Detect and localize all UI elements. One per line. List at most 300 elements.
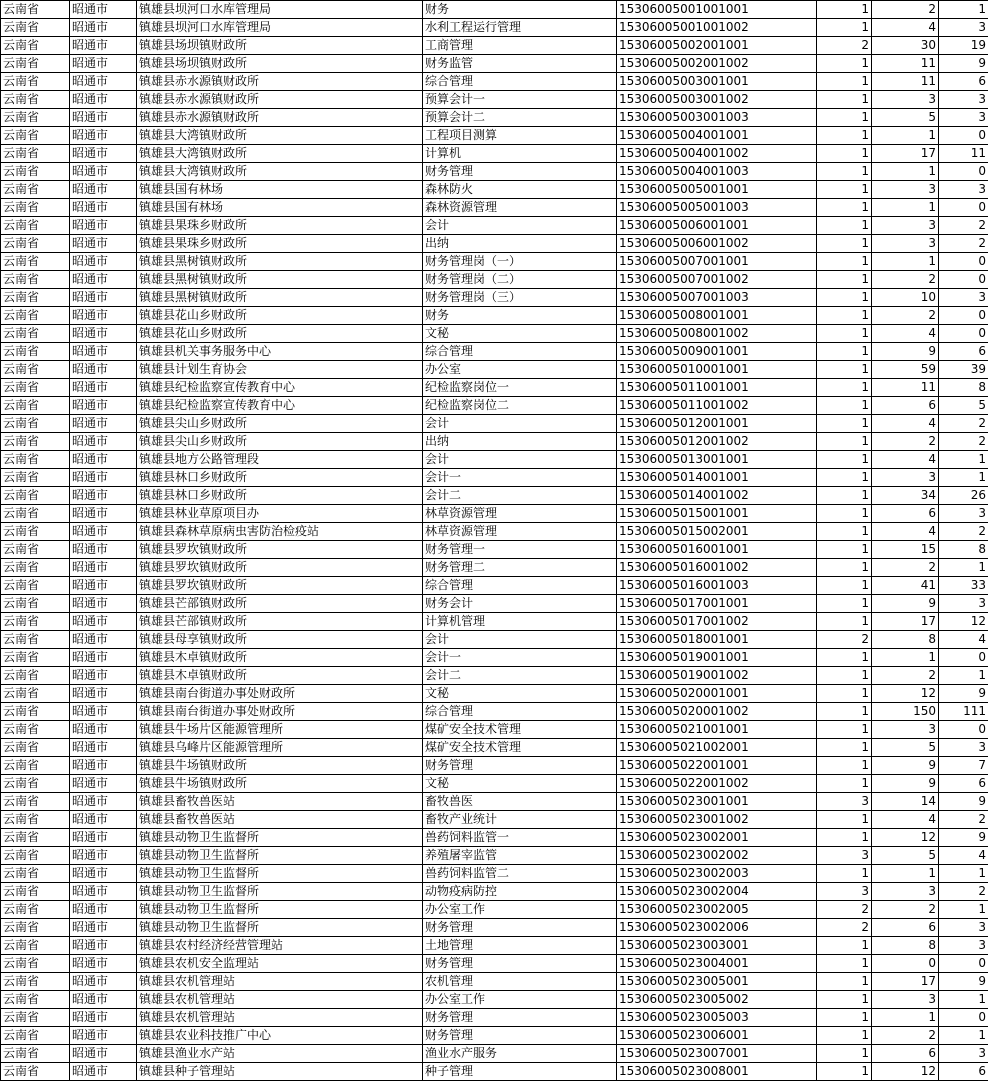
qualified-count-cell: 2: [939, 523, 988, 541]
qualified-count-cell: 3: [939, 919, 988, 937]
applicant-count-cell: 6: [872, 919, 939, 937]
province-cell: 云南省: [1, 37, 70, 55]
qualified-count-cell: 3: [939, 181, 988, 199]
position-cell: 计算机管理: [423, 613, 617, 631]
position-code-cell: 15306005002001002: [617, 55, 817, 73]
recruit-count-cell: 1: [817, 541, 872, 559]
unit-cell: 镇雄县大湾镇财政所: [137, 145, 423, 163]
position-code-cell: 15306005001001002: [617, 19, 817, 37]
position-cell: 兽药饲料监管二: [423, 865, 617, 883]
recruit-count-cell: 1: [817, 1027, 872, 1045]
position-code-cell: 15306005007001002: [617, 271, 817, 289]
unit-cell: 镇雄县畜牧兽医站: [137, 793, 423, 811]
table-row: [1, 847, 988, 865]
unit-cell: 镇雄县动物卫生监督所: [137, 865, 423, 883]
position-code-cell: 15306005016001002: [617, 559, 817, 577]
unit-cell: 镇雄县赤水源镇财政所: [137, 109, 423, 127]
recruit-count-cell: 1: [817, 757, 872, 775]
position-code-cell: 15306005005001001: [617, 181, 817, 199]
applicant-count-cell: 15: [872, 541, 939, 559]
position-cell: 林草资源管理: [423, 505, 617, 523]
city-cell: 昭通市: [70, 559, 137, 577]
province-cell: 云南省: [1, 145, 70, 163]
recruit-count-cell: 1: [817, 865, 872, 883]
applicant-count-cell: 4: [872, 523, 939, 541]
unit-cell: 镇雄县母享镇财政所: [137, 631, 423, 649]
position-cell: 财务: [423, 1, 617, 19]
unit-cell: 镇雄县动物卫生监督所: [137, 847, 423, 865]
city-cell: 昭通市: [70, 865, 137, 883]
province-cell: 云南省: [1, 775, 70, 793]
position-code-cell: 15306005010001001: [617, 361, 817, 379]
qualified-count-cell: 1: [939, 991, 988, 1009]
position-code-cell: 15306005004001002: [617, 145, 817, 163]
city-cell: 昭通市: [70, 433, 137, 451]
unit-cell: 镇雄县芒部镇财政所: [137, 595, 423, 613]
position-code-cell: 15306005023001001: [617, 793, 817, 811]
unit-cell: 镇雄县动物卫生监督所: [137, 901, 423, 919]
recruit-count-cell: 2: [817, 37, 872, 55]
applicant-count-cell: 9: [872, 775, 939, 793]
qualified-count-cell: 2: [939, 217, 988, 235]
recruit-count-cell: 1: [817, 271, 872, 289]
unit-cell: 镇雄县罗坎镇财政所: [137, 559, 423, 577]
recruit-count-cell: 1: [817, 721, 872, 739]
applicant-count-cell: 3: [872, 91, 939, 109]
province-cell: 云南省: [1, 901, 70, 919]
table-row: [1, 469, 988, 487]
qualified-count-cell: 0: [939, 307, 988, 325]
applicant-count-cell: 6: [872, 1045, 939, 1063]
city-cell: 昭通市: [70, 1027, 137, 1045]
unit-cell: 镇雄县南台街道办事处财政所: [137, 685, 423, 703]
recruit-count-cell: 2: [817, 631, 872, 649]
province-cell: 云南省: [1, 181, 70, 199]
province-cell: 云南省: [1, 595, 70, 613]
applicant-count-cell: 5: [872, 739, 939, 757]
table-row: [1, 1009, 988, 1027]
province-cell: 云南省: [1, 397, 70, 415]
table-row: [1, 775, 988, 793]
city-cell: 昭通市: [70, 793, 137, 811]
table-row: [1, 487, 988, 505]
applicant-count-cell: 3: [872, 991, 939, 1009]
province-cell: 云南省: [1, 271, 70, 289]
applicant-count-cell: 11: [872, 55, 939, 73]
qualified-count-cell: 1: [939, 865, 988, 883]
qualified-count-cell: 3: [939, 739, 988, 757]
unit-cell: 镇雄县场坝镇财政所: [137, 37, 423, 55]
position-code-cell: 15306005008001001: [617, 307, 817, 325]
position-cell: 财务管理二: [423, 559, 617, 577]
qualified-count-cell: 1: [939, 559, 988, 577]
table-row: [1, 37, 988, 55]
position-code-cell: 15306005023002003: [617, 865, 817, 883]
applicant-count-cell: 5: [872, 847, 939, 865]
recruit-count-cell: 1: [817, 415, 872, 433]
unit-cell: 镇雄县芒部镇财政所: [137, 613, 423, 631]
city-cell: 昭通市: [70, 1045, 137, 1063]
applicant-count-cell: 2: [872, 901, 939, 919]
table-row: [1, 721, 988, 739]
recruit-count-cell: 1: [817, 991, 872, 1009]
table-row: [1, 505, 988, 523]
province-cell: 云南省: [1, 541, 70, 559]
city-cell: 昭通市: [70, 541, 137, 559]
qualified-count-cell: 3: [939, 595, 988, 613]
recruit-count-cell: 1: [817, 595, 872, 613]
recruit-count-cell: 1: [817, 307, 872, 325]
applicant-count-cell: 9: [872, 757, 939, 775]
position-cell: 办公室工作: [423, 901, 617, 919]
city-cell: 昭通市: [70, 991, 137, 1009]
position-cell: 财务管理一: [423, 541, 617, 559]
unit-cell: 镇雄县果珠乡财政所: [137, 235, 423, 253]
province-cell: 云南省: [1, 307, 70, 325]
applicant-count-cell: 2: [872, 307, 939, 325]
applicant-count-cell: 1: [872, 253, 939, 271]
city-cell: 昭通市: [70, 361, 137, 379]
province-cell: 云南省: [1, 883, 70, 901]
applicant-count-cell: 6: [872, 397, 939, 415]
recruit-count-cell: 1: [817, 613, 872, 631]
position-cell: 森林资源管理: [423, 199, 617, 217]
recruit-count-cell: 1: [817, 703, 872, 721]
applicant-count-cell: 1: [872, 1009, 939, 1027]
city-cell: 昭通市: [70, 397, 137, 415]
position-code-cell: 15306005004001001: [617, 127, 817, 145]
province-cell: 云南省: [1, 235, 70, 253]
unit-cell: 镇雄县林口乡财政所: [137, 487, 423, 505]
table-row: [1, 145, 988, 163]
applicant-count-cell: 3: [872, 469, 939, 487]
city-cell: 昭通市: [70, 973, 137, 991]
qualified-count-cell: 26: [939, 487, 988, 505]
qualified-count-cell: 3: [939, 91, 988, 109]
position-cell: 渔业水产服务: [423, 1045, 617, 1063]
unit-cell: 镇雄县黑树镇财政所: [137, 271, 423, 289]
city-cell: 昭通市: [70, 487, 137, 505]
city-cell: 昭通市: [70, 649, 137, 667]
province-cell: 云南省: [1, 325, 70, 343]
position-code-cell: 15306005020001002: [617, 703, 817, 721]
position-cell: 畜牧产业统计: [423, 811, 617, 829]
unit-cell: 镇雄县南台街道办事处财政所: [137, 703, 423, 721]
city-cell: 昭通市: [70, 613, 137, 631]
unit-cell: 镇雄县黑树镇财政所: [137, 289, 423, 307]
unit-cell: 镇雄县花山乡财政所: [137, 307, 423, 325]
position-cell: 财务管理: [423, 757, 617, 775]
table-row: [1, 397, 988, 415]
applicant-count-cell: 11: [872, 73, 939, 91]
province-cell: 云南省: [1, 631, 70, 649]
position-code-cell: 15306005023008001: [617, 1063, 817, 1081]
qualified-count-cell: 0: [939, 325, 988, 343]
applicant-count-cell: 3: [872, 217, 939, 235]
position-code-cell: 15306005023007001: [617, 1045, 817, 1063]
position-code-cell: 15306005012001001: [617, 415, 817, 433]
recruit-count-cell: 1: [817, 343, 872, 361]
unit-cell: 镇雄县牛场镇财政所: [137, 757, 423, 775]
table-row: [1, 829, 988, 847]
province-cell: 云南省: [1, 793, 70, 811]
table-row: [1, 1, 988, 19]
recruit-count-cell: 1: [817, 469, 872, 487]
table-row: [1, 883, 988, 901]
position-cell: 综合管理: [423, 703, 617, 721]
position-code-cell: 15306005009001001: [617, 343, 817, 361]
position-cell: 纪检监察岗位一: [423, 379, 617, 397]
table-row: [1, 433, 988, 451]
province-cell: 云南省: [1, 667, 70, 685]
city-cell: 昭通市: [70, 199, 137, 217]
city-cell: 昭通市: [70, 307, 137, 325]
recruit-count-cell: 1: [817, 397, 872, 415]
position-cell: 会计二: [423, 667, 617, 685]
province-cell: 云南省: [1, 199, 70, 217]
applicant-count-cell: 2: [872, 667, 939, 685]
position-code-cell: 15306005021002001: [617, 739, 817, 757]
qualified-count-cell: 2: [939, 415, 988, 433]
position-cell: 财务管理: [423, 1027, 617, 1045]
qualified-count-cell: 39: [939, 361, 988, 379]
unit-cell: 镇雄县尖山乡财政所: [137, 433, 423, 451]
table-row: [1, 19, 988, 37]
table-row: [1, 595, 988, 613]
province-cell: 云南省: [1, 865, 70, 883]
applicant-count-cell: 3: [872, 235, 939, 253]
unit-cell: 镇雄县农机安全监理站: [137, 955, 423, 973]
province-cell: 云南省: [1, 685, 70, 703]
city-cell: 昭通市: [70, 181, 137, 199]
position-cell: 办公室工作: [423, 991, 617, 1009]
unit-cell: 镇雄县大湾镇财政所: [137, 163, 423, 181]
qualified-count-cell: 9: [939, 793, 988, 811]
position-code-cell: 15306005016001003: [617, 577, 817, 595]
province-cell: 云南省: [1, 487, 70, 505]
province-cell: 云南省: [1, 343, 70, 361]
province-cell: 云南省: [1, 361, 70, 379]
recruit-count-cell: 3: [817, 793, 872, 811]
unit-cell: 镇雄县坝河口水库管理局: [137, 19, 423, 37]
city-cell: 昭通市: [70, 289, 137, 307]
table-row: [1, 541, 988, 559]
city-cell: 昭通市: [70, 73, 137, 91]
position-code-cell: 15306005006001001: [617, 217, 817, 235]
city-cell: 昭通市: [70, 577, 137, 595]
city-cell: 昭通市: [70, 145, 137, 163]
qualified-count-cell: 2: [939, 883, 988, 901]
province-cell: 云南省: [1, 829, 70, 847]
position-cell: 财务管理: [423, 955, 617, 973]
city-cell: 昭通市: [70, 523, 137, 541]
position-cell: 综合管理: [423, 577, 617, 595]
recruit-count-cell: 1: [817, 91, 872, 109]
unit-cell: 镇雄县牛场片区能源管理所: [137, 721, 423, 739]
position-code-cell: 15306005005001003: [617, 199, 817, 217]
position-cell: 煤矿安全技术管理: [423, 739, 617, 757]
unit-cell: 镇雄县农村经济经营管理站: [137, 937, 423, 955]
city-cell: 昭通市: [70, 631, 137, 649]
recruit-count-cell: 1: [817, 1, 872, 19]
qualified-count-cell: 0: [939, 721, 988, 739]
province-cell: 云南省: [1, 163, 70, 181]
qualified-count-cell: 19: [939, 37, 988, 55]
unit-cell: 镇雄县尖山乡财政所: [137, 415, 423, 433]
position-cell: 纪检监察岗位二: [423, 397, 617, 415]
unit-cell: 镇雄县森林草原病虫害防治检疫站: [137, 523, 423, 541]
table-row: [1, 253, 988, 271]
city-cell: 昭通市: [70, 163, 137, 181]
table-row: [1, 631, 988, 649]
recruit-count-cell: 1: [817, 739, 872, 757]
recruit-count-cell: 1: [817, 73, 872, 91]
table-row: [1, 793, 988, 811]
unit-cell: 镇雄县牛场镇财政所: [137, 775, 423, 793]
position-cell: 综合管理: [423, 343, 617, 361]
province-cell: 云南省: [1, 1063, 70, 1081]
applicant-count-cell: 5: [872, 109, 939, 127]
table-row: [1, 1045, 988, 1063]
position-cell: 种子管理: [423, 1063, 617, 1081]
city-cell: 昭通市: [70, 829, 137, 847]
table-row: [1, 1027, 988, 1045]
province-cell: 云南省: [1, 523, 70, 541]
unit-cell: 镇雄县坝河口水库管理局: [137, 1, 423, 19]
province-cell: 云南省: [1, 955, 70, 973]
applicant-count-cell: 34: [872, 487, 939, 505]
unit-cell: 镇雄县花山乡财政所: [137, 325, 423, 343]
position-code-cell: 15306005015001001: [617, 505, 817, 523]
city-cell: 昭通市: [70, 757, 137, 775]
table-row: [1, 379, 988, 397]
unit-cell: 镇雄县种子管理站: [137, 1063, 423, 1081]
table-row: [1, 289, 988, 307]
table-row: [1, 73, 988, 91]
qualified-count-cell: 7: [939, 757, 988, 775]
province-cell: 云南省: [1, 847, 70, 865]
position-code-cell: 15306005021001001: [617, 721, 817, 739]
recruit-count-cell: 1: [817, 937, 872, 955]
table-row: [1, 649, 988, 667]
unit-cell: 镇雄县赤水源镇财政所: [137, 91, 423, 109]
recruit-count-cell: 1: [817, 325, 872, 343]
city-cell: 昭通市: [70, 91, 137, 109]
recruit-count-cell: 1: [817, 217, 872, 235]
qualified-count-cell: 0: [939, 199, 988, 217]
applicant-count-cell: 12: [872, 829, 939, 847]
province-cell: 云南省: [1, 1027, 70, 1045]
position-cell: 文秘: [423, 325, 617, 343]
applicant-count-cell: 9: [872, 343, 939, 361]
province-cell: 云南省: [1, 109, 70, 127]
recruit-count-cell: 1: [817, 379, 872, 397]
unit-cell: 镇雄县渔业水产站: [137, 1045, 423, 1063]
position-code-cell: 15306005023004001: [617, 955, 817, 973]
qualified-count-cell: 3: [939, 937, 988, 955]
unit-cell: 镇雄县木卓镇财政所: [137, 649, 423, 667]
applicant-count-cell: 2: [872, 1, 939, 19]
position-code-cell: 15306005012001002: [617, 433, 817, 451]
unit-cell: 镇雄县畜牧兽医站: [137, 811, 423, 829]
city-cell: 昭通市: [70, 127, 137, 145]
applicant-count-cell: 1: [872, 865, 939, 883]
qualified-count-cell: 6: [939, 343, 988, 361]
qualified-count-cell: 6: [939, 775, 988, 793]
recruit-count-cell: 1: [817, 973, 872, 991]
city-cell: 昭通市: [70, 703, 137, 721]
position-code-cell: 15306005008001002: [617, 325, 817, 343]
province-cell: 云南省: [1, 217, 70, 235]
recruit-count-cell: 1: [817, 19, 872, 37]
position-code-cell: 15306005017001002: [617, 613, 817, 631]
applicant-count-cell: 1: [872, 199, 939, 217]
applicant-count-cell: 3: [872, 721, 939, 739]
position-cell: 预算会计二: [423, 109, 617, 127]
recruit-count-cell: 1: [817, 523, 872, 541]
table-row: [1, 127, 988, 145]
position-cell: 水利工程运行管理: [423, 19, 617, 37]
table-row: [1, 667, 988, 685]
qualified-count-cell: 12: [939, 613, 988, 631]
unit-cell: 镇雄县纪检监察宣传教育中心: [137, 397, 423, 415]
qualified-count-cell: 11: [939, 145, 988, 163]
position-code-cell: 15306005002001001: [617, 37, 817, 55]
recruit-count-cell: 2: [817, 919, 872, 937]
city-cell: 昭通市: [70, 469, 137, 487]
province-cell: 云南省: [1, 649, 70, 667]
province-cell: 云南省: [1, 127, 70, 145]
table-row: [1, 559, 988, 577]
province-cell: 云南省: [1, 433, 70, 451]
qualified-count-cell: 1: [939, 1, 988, 19]
recruit-count-cell: 1: [817, 55, 872, 73]
province-cell: 云南省: [1, 289, 70, 307]
position-code-cell: 15306005004001003: [617, 163, 817, 181]
applicant-count-cell: 14: [872, 793, 939, 811]
city-cell: 昭通市: [70, 325, 137, 343]
table-row: [1, 415, 988, 433]
city-cell: 昭通市: [70, 901, 137, 919]
city-cell: 昭通市: [70, 685, 137, 703]
recruit-count-cell: 1: [817, 163, 872, 181]
table-row: [1, 1063, 988, 1081]
qualified-count-cell: 0: [939, 127, 988, 145]
position-cell: 动物疫病防控: [423, 883, 617, 901]
city-cell: 昭通市: [70, 37, 137, 55]
applicant-count-cell: 1: [872, 649, 939, 667]
table-row: [1, 271, 988, 289]
province-cell: 云南省: [1, 451, 70, 469]
position-cell: 工程项目测算: [423, 127, 617, 145]
applicant-count-cell: 17: [872, 145, 939, 163]
position-code-cell: 15306005014001001: [617, 469, 817, 487]
qualified-count-cell: 4: [939, 847, 988, 865]
position-cell: 财务管理: [423, 919, 617, 937]
table-row: [1, 55, 988, 73]
position-cell: 兽药饲料监管一: [423, 829, 617, 847]
recruit-count-cell: 1: [817, 433, 872, 451]
city-cell: 昭通市: [70, 505, 137, 523]
unit-cell: 镇雄县农业科技推广中心: [137, 1027, 423, 1045]
position-cell: 财务管理: [423, 1009, 617, 1027]
unit-cell: 镇雄县赤水源镇财政所: [137, 73, 423, 91]
table-row: [1, 811, 988, 829]
province-cell: 云南省: [1, 577, 70, 595]
unit-cell: 镇雄县动物卫生监督所: [137, 829, 423, 847]
qualified-count-cell: 3: [939, 109, 988, 127]
table-row: [1, 451, 988, 469]
